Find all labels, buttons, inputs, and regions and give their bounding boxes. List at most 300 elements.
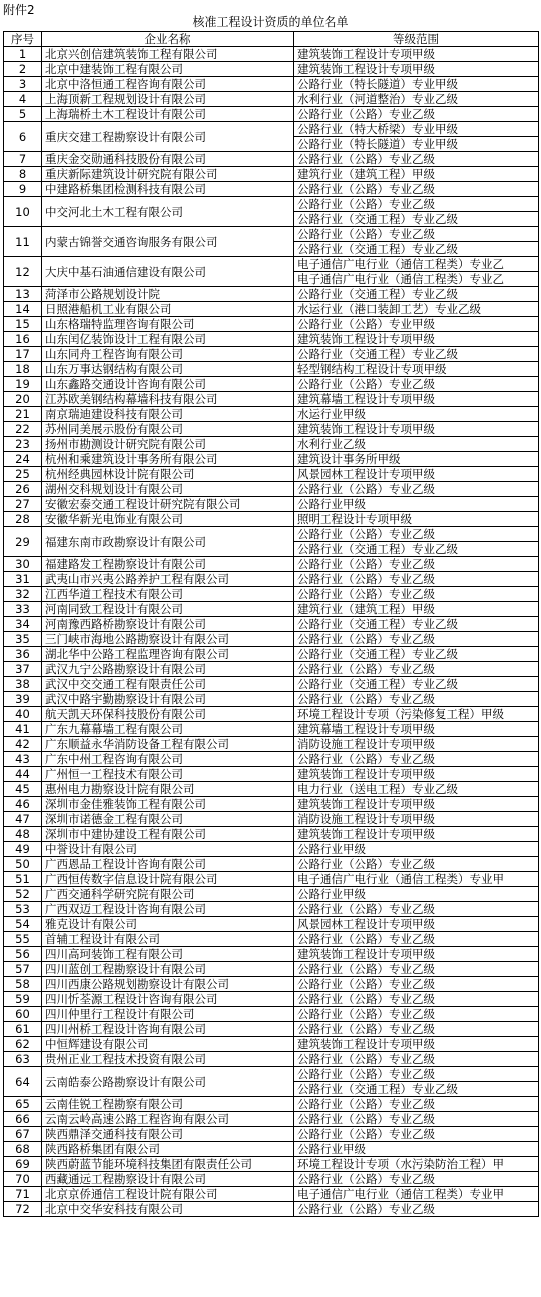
grade-scope-cell: 建筑装饰工程设计专项甲级 — [294, 62, 539, 77]
company-name-cell: 重庆交建工程勘察设计有限公司 — [42, 122, 294, 152]
table-row — [4, 452, 539, 467]
row-index: 56 — [4, 947, 42, 962]
row-index: 62 — [4, 1037, 42, 1052]
table-row — [4, 932, 539, 947]
grade-scope-cell: 公路行业（公路）专业乙级 — [294, 557, 539, 572]
table-row — [4, 737, 539, 752]
company-name-cell: 河南同致工程设计有限公司 — [42, 602, 294, 617]
table-row — [4, 227, 539, 242]
table-row — [4, 677, 539, 692]
table-row — [4, 467, 539, 482]
row-index: 53 — [4, 902, 42, 917]
company-name-cell: 广西恒传数字信息设计院有限公司 — [42, 872, 294, 887]
grade-scope-cell: 水运行业（港口装卸工艺）专业乙级 — [294, 302, 539, 317]
company-name-cell: 深圳市诺德金工程有限公司 — [42, 812, 294, 827]
table-row — [4, 752, 539, 767]
company-name-cell: 重庆新际建筑设计研究院有限公司 — [42, 167, 294, 182]
grade-scope-cell: 公路行业（公路）专业乙级 — [294, 227, 539, 242]
row-index: 24 — [4, 452, 42, 467]
company-name-cell: 广东中州工程咨询有限公司 — [42, 752, 294, 767]
page-title: 核准工程设计资质的单位名单 — [192, 15, 349, 29]
row-index: 23 — [4, 437, 42, 452]
table-row — [4, 62, 539, 77]
grade-scope-cell: 建筑装饰工程设计专项甲级 — [294, 827, 539, 842]
header-index: 序号 — [4, 32, 42, 47]
company-name-cell: 苏州同美展示股份有限公司 — [42, 422, 294, 437]
table-row — [4, 992, 539, 1007]
table-row — [4, 92, 539, 107]
company-name-cell: 四川西康公路规划勘察设计有限公司 — [42, 977, 294, 992]
company-name-cell: 安徽宏泰交通工程设计研究院有限公司 — [42, 497, 294, 512]
company-name-cell: 上海顶新工程规划设计有限公司 — [42, 92, 294, 107]
row-index: 49 — [4, 842, 42, 857]
row-index: 6 — [4, 122, 42, 152]
grade-scope-cell: 公路行业（交通工程）专业乙级 — [294, 677, 539, 692]
row-index: 30 — [4, 557, 42, 572]
row-index: 35 — [4, 632, 42, 647]
company-name-cell: 菏泽市公路规划设计院 — [42, 287, 294, 302]
row-index: 10 — [4, 197, 42, 227]
table-row — [4, 782, 539, 797]
grade-scope-cell: 电子通信广电行业（通信工程类）专业甲 — [294, 1187, 539, 1202]
company-name-cell: 杭州经典园林设计院有限公司 — [42, 467, 294, 482]
company-table — [3, 31, 539, 1217]
row-index: 18 — [4, 362, 42, 377]
company-name-cell: 南京瑞迪建设科技有限公司 — [42, 407, 294, 422]
table-row — [4, 917, 539, 932]
row-index: 71 — [4, 1187, 42, 1202]
company-name-cell: 北京中洛恒通工程咨询有限公司 — [42, 77, 294, 92]
table-row — [4, 1187, 539, 1202]
table-row — [4, 797, 539, 812]
grade-scope-cell: 公路行业（特大桥梁）专业甲级 — [294, 122, 539, 137]
company-name-cell: 广东九幕幕墙工程有限公司 — [42, 722, 294, 737]
row-index: 48 — [4, 827, 42, 842]
table-row — [4, 302, 539, 317]
grade-scope-cell: 电子通信广电行业（通信工程类）专业乙 — [294, 272, 539, 287]
company-name-cell: 安徽华新光电饰业有限公司 — [42, 512, 294, 527]
table-row — [4, 572, 539, 587]
company-name-cell: 三门峡市海地公路勘察设计有限公司 — [42, 632, 294, 647]
grade-scope-cell: 公路行业（公路）专业乙级 — [294, 1007, 539, 1022]
row-index: 54 — [4, 917, 42, 932]
row-index: 5 — [4, 107, 42, 122]
grade-scope-cell: 公路行业（特长隧道）专业甲级 — [294, 77, 539, 92]
company-name-cell: 广东顺益永华消防设备工程有限公司 — [42, 737, 294, 752]
table-row — [4, 1067, 539, 1082]
row-index: 60 — [4, 1007, 42, 1022]
table-row — [4, 1172, 539, 1187]
table-row — [4, 497, 539, 512]
company-name-cell: 广西交通科学研究院有限公司 — [42, 887, 294, 902]
row-index: 20 — [4, 392, 42, 407]
table-row — [4, 872, 539, 887]
row-index: 27 — [4, 497, 42, 512]
company-name-cell: 广西恩品工程设计咨询有限公司 — [42, 857, 294, 872]
company-name-cell: 湖州交科规划设计有限公司 — [42, 482, 294, 497]
company-name-cell: 杭州和乘建筑设计事务所有限公司 — [42, 452, 294, 467]
table-row — [4, 1127, 539, 1142]
table-row — [4, 182, 539, 197]
row-index: 72 — [4, 1202, 42, 1217]
header-grade-scope: 等级范围 — [294, 32, 539, 47]
grade-scope-cell: 公路行业甲级 — [294, 842, 539, 857]
table-row — [4, 722, 539, 737]
grade-scope-cell: 公路行业（公路）专业乙级 — [294, 587, 539, 602]
grade-scope-cell: 建筑装饰工程设计专项甲级 — [294, 797, 539, 812]
table-row — [4, 1142, 539, 1157]
row-index: 16 — [4, 332, 42, 347]
row-index: 50 — [4, 857, 42, 872]
grade-scope-cell: 电子通信广电行业（通信工程类）专业乙 — [294, 257, 539, 272]
grade-scope-cell: 公路行业（公路）专业乙级 — [294, 107, 539, 122]
row-index: 9 — [4, 182, 42, 197]
table-row — [4, 317, 539, 332]
table-row — [4, 977, 539, 992]
grade-scope-cell: 公路行业（公路）专业乙级 — [294, 1067, 539, 1082]
table-row — [4, 587, 539, 602]
table-row — [4, 557, 539, 572]
company-name-cell: 四川州桥工程设计咨询有限公司 — [42, 1022, 294, 1037]
grade-scope-cell: 消防设施工程设计专项甲级 — [294, 737, 539, 752]
grade-scope-cell: 公路行业（交通工程）专业乙级 — [294, 242, 539, 257]
company-name-cell: 武汉中交交通工程有限责任公司 — [42, 677, 294, 692]
table-header-row — [4, 32, 539, 47]
table-row — [4, 437, 539, 452]
grade-scope-cell: 公路行业（公路）专业乙级 — [294, 662, 539, 677]
grade-scope-cell: 风景园林工程设计专项甲级 — [294, 467, 539, 482]
grade-scope-cell: 公路行业（公路）专业甲级 — [294, 317, 539, 332]
grade-scope-cell: 公路行业（交通工程）专业乙级 — [294, 287, 539, 302]
table-row — [4, 107, 539, 122]
grade-scope-cell: 公路行业（交通工程）专业乙级 — [294, 647, 539, 662]
grade-scope-cell: 建筑行业（建筑工程）甲级 — [294, 167, 539, 182]
grade-scope-cell: 公路行业（公路）专业乙级 — [294, 182, 539, 197]
grade-scope-cell: 电子通信广电行业（通信工程类）专业甲 — [294, 872, 539, 887]
table-row — [4, 857, 539, 872]
row-index: 58 — [4, 977, 42, 992]
table-row — [4, 377, 539, 392]
row-index: 67 — [4, 1127, 42, 1142]
company-name-cell: 湖北华中公路工程监理咨询有限公司 — [42, 647, 294, 662]
table-row — [4, 167, 539, 182]
table-row — [4, 767, 539, 782]
grade-scope-cell: 公路行业（公路）专业乙级 — [294, 1022, 539, 1037]
grade-scope-cell: 建筑设计事务所甲级 — [294, 452, 539, 467]
table-row — [4, 902, 539, 917]
company-name-cell: 内蒙古锦誉交通咨询服务有限公司 — [42, 227, 294, 257]
grade-scope-cell: 建筑幕墙工程设计专项甲级 — [294, 392, 539, 407]
row-index: 32 — [4, 587, 42, 602]
table-row — [4, 47, 539, 62]
company-name-cell: 陕西蔚蓝节能环境科技集团有限责任公司 — [42, 1157, 294, 1172]
table-row — [4, 122, 539, 137]
table-row — [4, 512, 539, 527]
company-name-cell: 广西双迈工程设计咨询有限公司 — [42, 902, 294, 917]
company-name-cell: 中誉设计有限公司 — [42, 842, 294, 857]
company-name-cell: 中交河北土木工程有限公司 — [42, 197, 294, 227]
row-index: 4 — [4, 92, 42, 107]
grade-scope-cell: 水运行业甲级 — [294, 407, 539, 422]
table-row — [4, 1052, 539, 1067]
grade-scope-cell: 公路行业（公路）专业乙级 — [294, 1097, 539, 1112]
row-index: 45 — [4, 782, 42, 797]
company-name-cell: 贵州正业工程技术投资有限公司 — [42, 1052, 294, 1067]
grade-scope-cell: 建筑装饰工程设计专项甲级 — [294, 767, 539, 782]
table-row — [4, 257, 539, 272]
row-index: 11 — [4, 227, 42, 257]
company-name-cell: 中恒辉建设有限公司 — [42, 1037, 294, 1052]
company-name-cell: 惠州电力勘察设计院有限公司 — [42, 782, 294, 797]
grade-scope-cell: 建筑幕墙工程设计专项甲级 — [294, 722, 539, 737]
grade-scope-cell: 建筑行业（建筑工程）甲级 — [294, 602, 539, 617]
company-name-cell: 武汉九宁公路勘察设计有限公司 — [42, 662, 294, 677]
company-name-cell: 云南皓泰公路勘察设计有限公司 — [42, 1067, 294, 1097]
company-name-cell: 广州恒一工程技术有限公司 — [42, 767, 294, 782]
row-index: 64 — [4, 1067, 42, 1097]
grade-scope-cell: 公路行业（公路）专业乙级 — [294, 1127, 539, 1142]
company-name-cell: 福建东南市政勘察设计有限公司 — [42, 527, 294, 557]
table-row — [4, 77, 539, 92]
table-row — [4, 332, 539, 347]
row-index: 37 — [4, 662, 42, 677]
company-name-cell: 北京中建装饰工程有限公司 — [42, 62, 294, 77]
grade-scope-cell: 公路行业（公路）专业乙级 — [294, 962, 539, 977]
row-index: 41 — [4, 722, 42, 737]
grade-scope-cell: 公路行业甲级 — [294, 887, 539, 902]
table-row — [4, 617, 539, 632]
table-row — [4, 347, 539, 362]
row-index: 31 — [4, 572, 42, 587]
grade-scope-cell: 水利行业乙级 — [294, 437, 539, 452]
row-index: 65 — [4, 1097, 42, 1112]
grade-scope-cell: 公路行业（公路）专业乙级 — [294, 1052, 539, 1067]
company-name-cell: 山东鑫路交通设计咨询有限公司 — [42, 377, 294, 392]
grade-scope-cell: 公路行业（公路）专业乙级 — [294, 377, 539, 392]
grade-scope-cell: 公路行业（公路）专业乙级 — [294, 692, 539, 707]
grade-scope-cell: 轻型钢结构工程设计专项甲级 — [294, 362, 539, 377]
row-index: 36 — [4, 647, 42, 662]
table-body — [4, 47, 539, 1217]
grade-scope-cell: 环境工程设计专项（污染修复工程）甲级 — [294, 707, 539, 722]
row-index: 12 — [4, 257, 42, 287]
row-index: 63 — [4, 1052, 42, 1067]
table-row — [4, 842, 539, 857]
grade-scope-cell: 公路行业（公路）专业乙级 — [294, 752, 539, 767]
grade-scope-cell: 公路行业（公路）专业乙级 — [294, 482, 539, 497]
grade-scope-cell: 公路行业（公路）专业乙级 — [294, 902, 539, 917]
company-name-cell: 江苏欧美钢结构幕墙科技有限公司 — [42, 392, 294, 407]
table-row — [4, 662, 539, 677]
grade-scope-cell: 建筑装饰工程设计专项甲级 — [294, 332, 539, 347]
grade-scope-cell: 公路行业（公路）专业乙级 — [294, 572, 539, 587]
table-row — [4, 362, 539, 377]
grade-scope-cell: 公路行业（公路）专业乙级 — [294, 1172, 539, 1187]
company-name-cell: 云南云岭高速公路工程咨询有限公司 — [42, 1112, 294, 1127]
grade-scope-cell: 环境工程设计专项（水污染防治工程）甲 — [294, 1157, 539, 1172]
company-name-cell: 上海瑞桥土木工程设计有限公司 — [42, 107, 294, 122]
row-index: 40 — [4, 707, 42, 722]
company-name-cell: 陕西路桥集团有限公司 — [42, 1142, 294, 1157]
grade-scope-cell: 建筑装饰工程设计专项甲级 — [294, 947, 539, 962]
company-name-cell: 云南佳锐工程勘察有限公司 — [42, 1097, 294, 1112]
table-row — [4, 482, 539, 497]
grade-scope-cell: 照明工程设计专项甲级 — [294, 512, 539, 527]
company-name-cell: 北京兴创信建筑装饰工程有限公司 — [42, 47, 294, 62]
company-name-cell: 北京京侨通信工程设计院有限公司 — [42, 1187, 294, 1202]
row-index: 51 — [4, 872, 42, 887]
company-name-cell: 武夷山市兴夷公路养护工程有限公司 — [42, 572, 294, 587]
grade-scope-cell: 公路行业（公路）专业乙级 — [294, 152, 539, 167]
attachment-label: 附件2 — [3, 3, 35, 17]
company-name-cell: 四川仲里行工程设计有限公司 — [42, 1007, 294, 1022]
grade-scope-cell: 消防设施工程设计专项甲级 — [294, 812, 539, 827]
header-company-name: 企业名称 — [42, 32, 294, 47]
row-index: 66 — [4, 1112, 42, 1127]
row-index: 1 — [4, 47, 42, 62]
row-index: 19 — [4, 377, 42, 392]
company-name-cell: 首辅工程设计有限公司 — [42, 932, 294, 947]
grade-scope-cell: 公路行业（交通工程）专业乙级 — [294, 347, 539, 362]
table-row — [4, 827, 539, 842]
grade-scope-cell: 公路行业（公路）专业乙级 — [294, 932, 539, 947]
company-name-cell: 陕西鼎泽交通科技有限公司 — [42, 1127, 294, 1142]
table-row — [4, 692, 539, 707]
row-index: 17 — [4, 347, 42, 362]
company-name-cell: 北京中交华安科技有限公司 — [42, 1202, 294, 1217]
table-row — [4, 422, 539, 437]
row-index: 70 — [4, 1172, 42, 1187]
row-index: 69 — [4, 1157, 42, 1172]
row-index: 25 — [4, 467, 42, 482]
table-row — [4, 887, 539, 902]
company-name-cell: 山东闰亿装饰设计工程有限公司 — [42, 332, 294, 347]
company-name-cell: 大庆中基石油通信建设有限公司 — [42, 257, 294, 287]
grade-scope-cell: 公路行业（交通工程）专业乙级 — [294, 542, 539, 557]
table-row — [4, 1007, 539, 1022]
company-name-cell: 航天凯天环保科技股份有限公司 — [42, 707, 294, 722]
table-row — [4, 407, 539, 422]
grade-scope-cell: 公路行业甲级 — [294, 1142, 539, 1157]
company-name-cell: 日照港船机工业有限公司 — [42, 302, 294, 317]
company-name-cell: 西藏通远工程勘察设计有限公司 — [42, 1172, 294, 1187]
company-name-cell: 雅克设计有限公司 — [42, 917, 294, 932]
table-row — [4, 1157, 539, 1172]
table-row — [4, 527, 539, 542]
table-row — [4, 812, 539, 827]
row-index: 3 — [4, 77, 42, 92]
company-name-cell: 山东格瑞特监理咨询有限公司 — [42, 317, 294, 332]
row-index: 55 — [4, 932, 42, 947]
grade-scope-cell: 公路行业（公路）专业乙级 — [294, 632, 539, 647]
grade-scope-cell: 公路行业（交通工程）专业乙级 — [294, 617, 539, 632]
row-index: 21 — [4, 407, 42, 422]
table-row — [4, 707, 539, 722]
grade-scope-cell: 公路行业（交通工程）专业乙级 — [294, 1082, 539, 1097]
table-row — [4, 602, 539, 617]
row-index: 14 — [4, 302, 42, 317]
company-name-cell: 福建路发工程勘察设计有限公司 — [42, 557, 294, 572]
row-index: 22 — [4, 422, 42, 437]
grade-scope-cell: 水利行业（河道整治）专业乙级 — [294, 92, 539, 107]
row-index: 29 — [4, 527, 42, 557]
grade-scope-cell: 公路行业（公路）专业乙级 — [294, 992, 539, 1007]
row-index: 8 — [4, 167, 42, 182]
row-index: 47 — [4, 812, 42, 827]
company-name-cell: 江西华道工程技术有限公司 — [42, 587, 294, 602]
table-row — [4, 1202, 539, 1217]
table-row — [4, 1097, 539, 1112]
row-index: 52 — [4, 887, 42, 902]
grade-scope-cell: 电力行业（送电工程）专业乙级 — [294, 782, 539, 797]
table-row — [4, 152, 539, 167]
table-row — [4, 392, 539, 407]
grade-scope-cell: 公路行业（公路）专业乙级 — [294, 527, 539, 542]
company-name-cell: 深圳市金佳雅装饰工程有限公司 — [42, 797, 294, 812]
grade-scope-cell: 公路行业（公路）专业乙级 — [294, 857, 539, 872]
grade-scope-cell: 风景园林工程设计专项甲级 — [294, 917, 539, 932]
company-name-cell: 山东同舟工程咨询有限公司 — [42, 347, 294, 362]
row-index: 2 — [4, 62, 42, 77]
grade-scope-cell: 公路行业（公路）专业乙级 — [294, 1202, 539, 1217]
table-row — [4, 647, 539, 662]
row-index: 42 — [4, 737, 42, 752]
row-index: 57 — [4, 962, 42, 977]
row-index: 61 — [4, 1022, 42, 1037]
row-index: 33 — [4, 602, 42, 617]
row-index: 13 — [4, 287, 42, 302]
row-index: 34 — [4, 617, 42, 632]
company-name-cell: 扬州市勘测设计研究院有限公司 — [42, 437, 294, 452]
table-row — [4, 632, 539, 647]
row-index: 68 — [4, 1142, 42, 1157]
row-index: 43 — [4, 752, 42, 767]
company-name-cell: 武汉中路宇勤勘察设计有限公司 — [42, 692, 294, 707]
table-row — [4, 947, 539, 962]
company-name-cell: 四川忻荃源工程设计咨询有限公司 — [42, 992, 294, 1007]
grade-scope-cell: 公路行业（公路）专业乙级 — [294, 197, 539, 212]
row-index: 28 — [4, 512, 42, 527]
company-name-cell: 深圳市中建协建设工程有限公司 — [42, 827, 294, 842]
table-row — [4, 962, 539, 977]
grade-scope-cell: 公路行业（特长隧道）专业甲级 — [294, 137, 539, 152]
row-index: 44 — [4, 767, 42, 782]
row-index: 15 — [4, 317, 42, 332]
row-index: 59 — [4, 992, 42, 1007]
grade-scope-cell: 公路行业（公路）专业乙级 — [294, 977, 539, 992]
row-index: 46 — [4, 797, 42, 812]
grade-scope-cell: 公路行业（公路）专业乙级 — [294, 1112, 539, 1127]
table-row — [4, 1022, 539, 1037]
row-index: 26 — [4, 482, 42, 497]
grade-scope-cell: 建筑装饰工程设计专项甲级 — [294, 47, 539, 62]
grade-scope-cell: 公路行业（交通工程）专业乙级 — [294, 212, 539, 227]
company-name-cell: 中建路桥集团检测科技有限公司 — [42, 182, 294, 197]
row-index: 39 — [4, 692, 42, 707]
table-row — [4, 197, 539, 212]
company-name-cell: 四川蓝创工程勘察设计有限公司 — [42, 962, 294, 977]
table-row — [4, 1037, 539, 1052]
grade-scope-cell: 建筑装饰工程设计专项甲级 — [294, 422, 539, 437]
row-index: 7 — [4, 152, 42, 167]
company-name-cell: 四川高珂装饰工程有限公司 — [42, 947, 294, 962]
company-name-cell: 河南豫西路桥勘察设计有限公司 — [42, 617, 294, 632]
table-row — [4, 287, 539, 302]
company-name-cell: 重庆金交勋通科技股份有限公司 — [42, 152, 294, 167]
table-row — [4, 1112, 539, 1127]
company-name-cell: 山东万事达钢结构有限公司 — [42, 362, 294, 377]
grade-scope-cell: 公路行业甲级 — [294, 497, 539, 512]
